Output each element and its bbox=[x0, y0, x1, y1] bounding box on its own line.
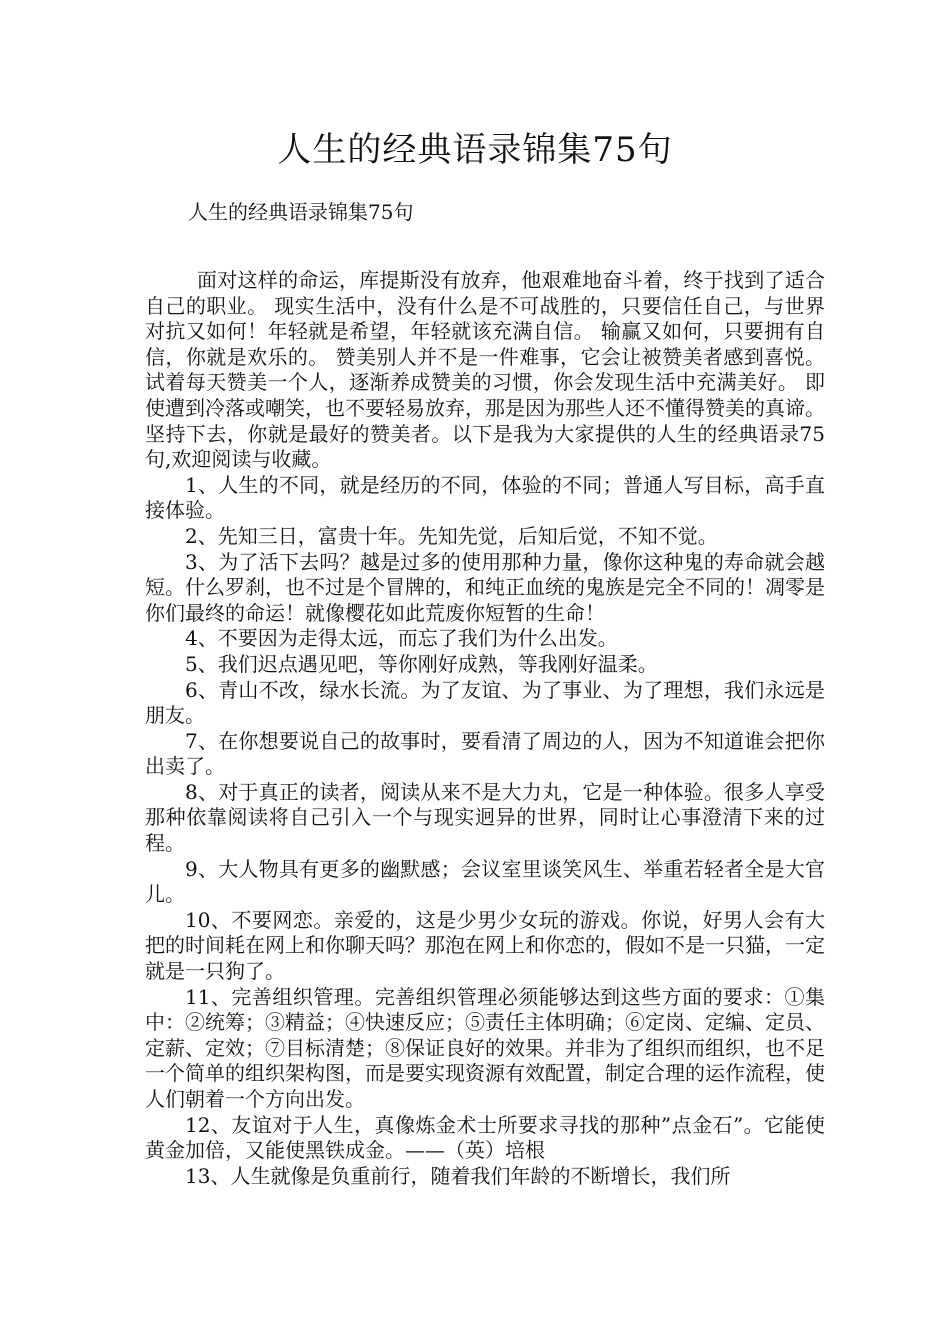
document-body bbox=[145, 268, 825, 1189]
quote-paragraph: 1、人生的不同，就是经历的不同，体验的不同；普通人写目标，高手直接体验。 bbox=[145, 472, 825, 523]
document-title: 人生的经典语录锦集75句 bbox=[277, 130, 673, 170]
quote-paragraph: 6、青山不改，绿水长流。为了友谊、为了事业、为了理想，我们永远是朋友。 bbox=[145, 677, 825, 728]
quote-paragraph: 12、友谊对于人生，真像炼金术士所要求寻找的那种”点金石”。它能使黄金加倍，又能使黑铁成金。——（英）培根 bbox=[145, 1112, 825, 1163]
quote-paragraph: 7、在你想要说自己的故事时，要看清了周边的人，因为不知道谁会把你出卖了。 bbox=[145, 728, 825, 779]
quote-paragraph: 11、完善组织管理。完善组织管理必须能够达到这些方面的要求：①集中：②统筹；③精益；④快速反应；⑤责任主体明确；⑥定岗、定编、定员、定薪、定效；⑦目标清楚；⑧保证良好的效果。并非为了组织而组织，也不足一个简单的组织架构图，而是要实现资源有效配置，制定合理的运作流程，使人们朝着一个方向出发。 bbox=[145, 984, 825, 1111]
quote-paragraph: 4、不要因为走得太远，而忘了我们为什么出发。 bbox=[185, 626, 618, 651]
intro-paragraph: 面对这样的命运，库提斯没有放弃，他艰难地奋斗着，终于找到了适合自己的职业。 现实生活中，没有什么是不可战胜的，只要信任自己，与世界对抗又如何！年轻就是希望，年轻就该充满自信。 输赢又如何，只要拥有自信，你就是欢乐的。 赞美别人并不是一件难事，它会让被赞美者感到喜悦。 试着每天赞美一个人，逐渐养成赞美的习惯，你会发现生活中充满美好。 即使遭到冷落或嘲笑，也不要轻易放弃，那是因为那些人还不懂得赞美的真谛。 坚持下去，你就是最好的赞美者。以下是我为大家提供的人生的经典语录75句,欢迎阅读与收藏。 bbox=[145, 268, 825, 472]
quote-paragraph: 9、大人物具有更多的幽默感；会议室里谈笑风生、举重若轻者全是大官儿。 bbox=[145, 856, 825, 907]
quote-paragraph: 8、对于真正的读者，阅读从来不是大力丸，它是一种体验。很多人享受那种依靠阅读将自己引入一个与现实迥异的世界，同时让心事澄清下来的过程。 bbox=[145, 779, 825, 856]
quote-paragraph: 5、我们迟点遇见吧，等你刚好成熟，等我刚好温柔。 bbox=[185, 651, 658, 676]
quote-paragraph: 3、为了活下去吗？越是过多的使用那种力量，像你这种鬼的寿命就会越短。什么罗刹，也不过是个冒牌的，和纯正血统的鬼族是完全不同的！凋零是你们最终的命运！就像樱花如此荒废你短暂的生命！ bbox=[145, 549, 825, 625]
quote-paragraph: 2、先知三日，富贵十年。先知先觉，后知后觉，不知不觉。 bbox=[185, 523, 718, 548]
document-subtitle: 人生的经典语录锦集75句 bbox=[188, 200, 414, 224]
quote-paragraph: 13、人生就像是负重前行，随着我们年龄的不断增长，我们所 bbox=[185, 1163, 731, 1188]
quote-paragraph: 10、不要网恋。亲爱的，这是少男少女玩的游戏。你说，好男人会有大把的时间耗在网上和你聊天吗？那泡在网上和你恋的，假如不是一只猫，一定就是一只狗了。 bbox=[145, 907, 825, 984]
